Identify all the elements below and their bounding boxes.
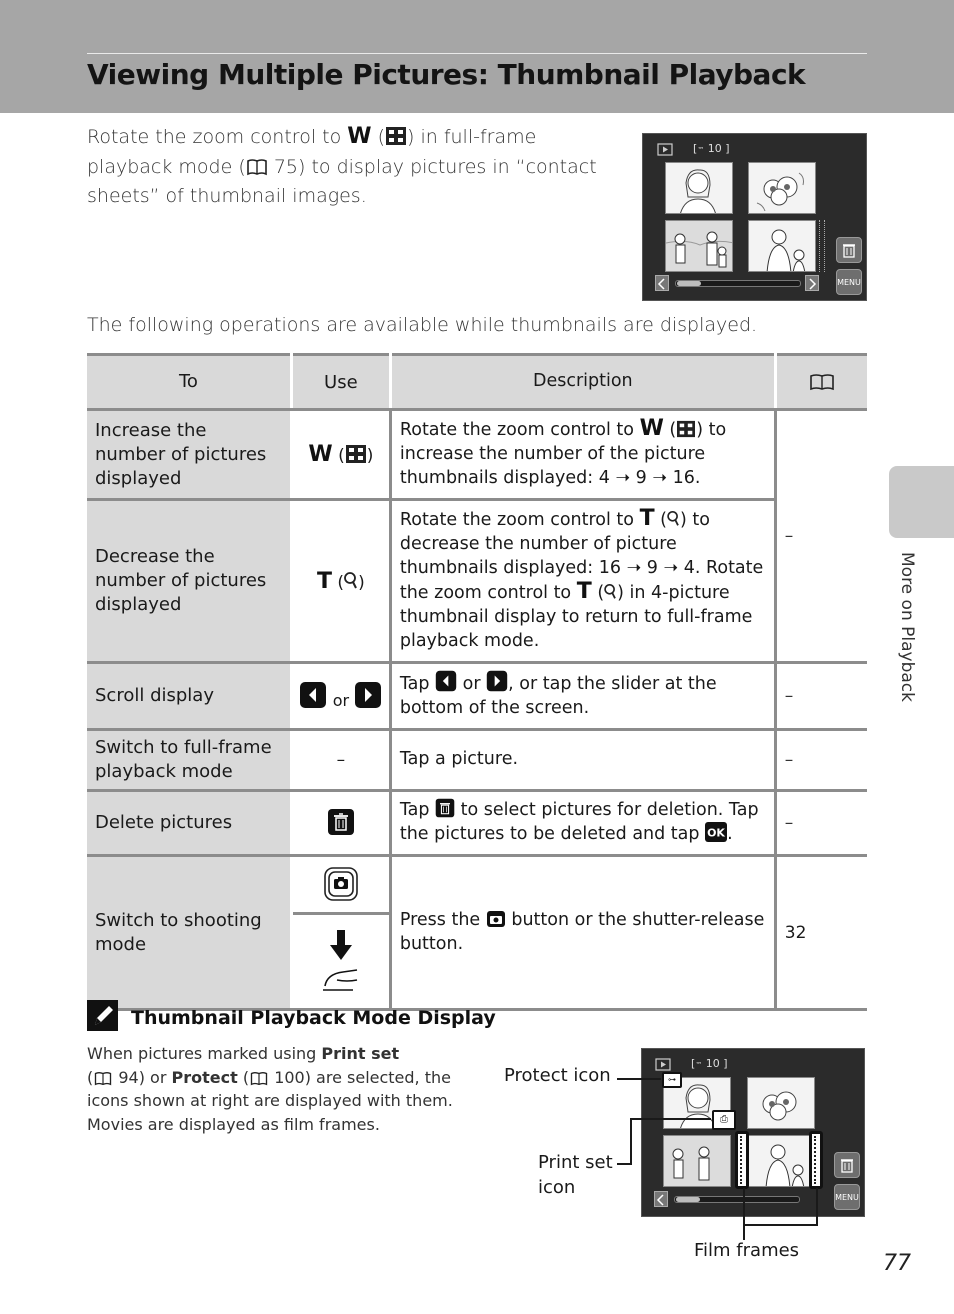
thumbnail-grid-icon	[676, 420, 696, 438]
header-rule	[87, 53, 867, 54]
note-text: When pictures marked using Print set ( 94) or Protect ( 100) are selected, the icons shown at right are displayed with them. Movies are displayed as film frames.	[87, 1044, 453, 1135]
header-band	[0, 0, 954, 113]
trash-button-icon	[327, 808, 355, 836]
thumbnail-movie-2[interactable]	[747, 1135, 815, 1187]
note-pencil-icon	[87, 1000, 118, 1031]
thumbnail-grid-icon	[385, 126, 407, 146]
scroll-left-button[interactable]	[654, 1191, 668, 1207]
delete-button[interactable]	[836, 237, 862, 263]
intro-text-2: (	[377, 126, 386, 148]
print-set-callout-line-h2	[630, 1118, 711, 1120]
family-icon	[666, 221, 733, 272]
chevron-right-icon	[806, 277, 818, 291]
magnifier-icon	[667, 510, 680, 528]
table-row	[87, 663, 867, 730]
row-zoom-reference: –	[775, 410, 867, 663]
menu-button[interactable]: MENU	[834, 1184, 860, 1210]
woman-portrait-icon	[666, 163, 733, 214]
header-description: Description	[390, 355, 775, 410]
row-scroll-to: Scroll display	[87, 663, 291, 730]
row-fullframe-description: Tap a picture.	[390, 730, 775, 791]
header-reference	[775, 355, 867, 410]
camera-screen-thumbnails	[642, 133, 867, 301]
playback-mode-icon	[657, 143, 673, 156]
film-callout-line-right	[816, 1188, 818, 1226]
row-shooting-to: Switch to shooting mode	[87, 856, 291, 1010]
magnifier-icon	[604, 583, 617, 601]
section-side-tab	[889, 466, 954, 538]
intro-text-4: ) to display pictures in “contact sheets” of thumbnail images.	[87, 155, 597, 207]
book-ref-icon	[249, 1071, 269, 1086]
row-fullframe-use: –	[291, 730, 390, 791]
ok-button-icon	[705, 822, 727, 842]
thumbnail-4[interactable]	[748, 220, 816, 272]
menu-button[interactable]: MENU	[836, 269, 862, 295]
table-row	[87, 730, 867, 791]
film-frames-callout: Film frames	[694, 1240, 800, 1261]
table-row	[87, 791, 867, 856]
row-decrease-use: T ( )	[291, 500, 390, 663]
left-arrow-button-icon	[299, 681, 327, 709]
playback-mode-icon	[655, 1058, 671, 1071]
right-arrow-button-icon	[354, 681, 382, 709]
flowers-icon	[748, 1078, 815, 1129]
delete-button[interactable]	[834, 1152, 860, 1178]
magnifier-icon	[344, 571, 358, 591]
row-delete-use	[291, 791, 390, 856]
table-row	[87, 410, 867, 500]
row-fullframe-reference: –	[775, 730, 867, 791]
trash-icon	[842, 242, 856, 258]
row-decrease-description: Rotate the zoom control to T ( ) to decrease the number of picture thumbnails displayed: 16 ➝ 9 ➝ 4. Rotate the zoom control to T ( ) in 4-picture thumbnail display to return to full-frame playback mode.	[390, 500, 775, 663]
protect-callout-line	[617, 1078, 661, 1080]
trash-icon	[840, 1157, 854, 1173]
picture-counter: [™ 10 ]	[691, 1057, 728, 1070]
intro-paragraph	[87, 122, 627, 212]
thumbnail-2[interactable]	[748, 162, 816, 214]
left-arrow-button-icon	[435, 670, 457, 692]
operations-table	[87, 353, 867, 1011]
row-scroll-description: Tap or , or tap the slider at the bottom of the screen.	[390, 663, 775, 730]
scroll-right-button[interactable]	[805, 275, 819, 291]
print-set-callout-line-v	[630, 1118, 632, 1165]
print-set-callout-line2: icon	[538, 1177, 576, 1198]
book-ref-icon	[809, 373, 835, 391]
table-row	[87, 856, 867, 914]
picture-counter: [™ 10 ]	[693, 142, 730, 155]
film-callout-line-stem	[743, 1224, 745, 1240]
thumbnail-3[interactable]	[665, 220, 733, 272]
header-use: Use	[291, 355, 390, 410]
table-header-row	[87, 355, 867, 410]
row-shooting-use-camera	[291, 856, 390, 914]
row-increase-use: W ( )	[291, 410, 390, 500]
film-frame-right	[809, 1131, 823, 1189]
intro-text-1: Rotate the zoom control to	[87, 126, 342, 148]
row-decrease-to: Decrease the number of pictures displayed	[87, 500, 291, 663]
chevron-left-icon	[656, 277, 668, 291]
film-frame-left	[735, 1131, 749, 1189]
protect-icon-callout: Protect icon	[504, 1065, 611, 1086]
thumbnail-flowers[interactable]	[747, 1077, 815, 1129]
row-increase-description: Rotate the zoom control to W ( ) to increase the number of the picture thumbnails displayed: 4 ➝ 9 ➝ 16.	[390, 410, 775, 500]
page-title: Viewing Multiple Pictures: Thumbnail Playback	[87, 58, 806, 91]
thumbnail-movie-1[interactable]	[663, 1135, 731, 1187]
scroll-left-button[interactable]	[655, 275, 669, 291]
intro-text-3: ) in full-frame playback mode (	[87, 126, 537, 178]
row-shooting-reference: 32	[775, 856, 867, 1010]
row-shooting-use-shutter	[291, 914, 390, 1010]
book-ref-icon	[93, 1071, 113, 1086]
side-tab-label: More on Playback	[897, 552, 917, 702]
book-ref-icon	[246, 158, 268, 176]
scroll-slider-knob[interactable]	[677, 281, 701, 286]
thumbnail-grid-icon	[345, 444, 367, 464]
flowers-icon	[749, 163, 816, 214]
thumbnail-1[interactable]	[665, 162, 733, 214]
svg-text:OK: OK	[707, 826, 726, 840]
table-row	[87, 500, 867, 663]
row-increase-to: Increase the number of pictures displayed	[87, 410, 291, 500]
operations-intro: The following operations are available while thumbnails are displayed.	[87, 314, 758, 336]
film-edge-indicator	[819, 220, 825, 272]
scroll-slider-knob[interactable]	[676, 1197, 700, 1202]
family-icon	[664, 1136, 731, 1187]
film-callout-line-bottom	[743, 1224, 818, 1226]
chevron-left-icon	[655, 1193, 667, 1207]
print-set-icon: ⎙	[712, 1110, 736, 1130]
note-title: Thumbnail Playback Mode Display	[131, 1007, 496, 1029]
header-to: To	[87, 355, 291, 410]
row-delete-to: Delete pictures	[87, 791, 291, 856]
row-delete-reference: –	[775, 791, 867, 856]
film-callout-line-left	[743, 1188, 745, 1226]
row-scroll-reference: –	[775, 663, 867, 730]
camera-button-icon	[324, 867, 358, 901]
print-set-callout-line-h1	[617, 1163, 631, 1165]
right-arrow-button-icon	[486, 670, 508, 692]
mother-child-icon	[749, 221, 816, 272]
row-fullframe-to: Switch to full-frame playback mode	[87, 730, 291, 791]
page-number: 77	[883, 1251, 911, 1276]
zoom-w-label: W	[347, 124, 372, 149]
trash-button-icon	[435, 798, 455, 818]
mother-child-icon	[748, 1136, 815, 1187]
row-scroll-use: or	[291, 663, 390, 730]
camera-icon	[486, 910, 506, 928]
shutter-release-icon	[319, 928, 363, 994]
protect-icon: ⊶	[662, 1072, 682, 1088]
row-shooting-description: Press the button or the shutter-release button.	[390, 856, 775, 1010]
intro-ref-page: 75	[273, 155, 298, 178]
row-delete-description: Tap to select pictures for deletion. Tap the pictures to be deleted and tap OK .	[390, 791, 775, 856]
camera-screen-annotated	[641, 1048, 865, 1217]
print-set-callout-line1: Print set	[538, 1152, 613, 1173]
